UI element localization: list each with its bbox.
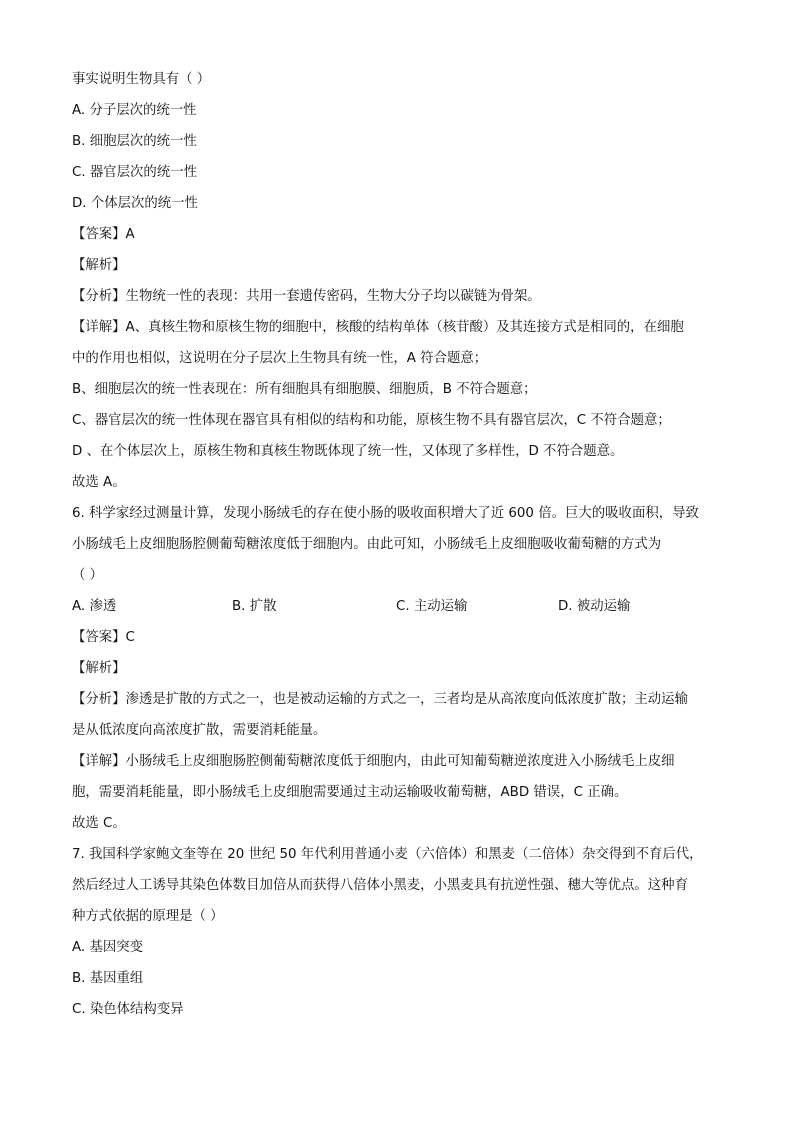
q6-analysis-heading: 【解析】 [72, 661, 126, 676]
q5-xiangjie-line-3: B、细胞层次的统一性表现在：所有细胞具有细胞膜、细胞质，B 不符合题意； [72, 382, 537, 397]
q6-option-a: A. 渗透 [72, 599, 117, 614]
q6-choice: 故选 C。 [72, 816, 126, 831]
q5-option-c: C. 器官层次的统一性 [72, 165, 197, 180]
q6-stem-line-2: 小肠绒毛上皮细胞肠腔侧葡萄糖浓度低于细胞内。由此可知，小肠绒毛上皮细胞吸收葡萄糖的方式为 [72, 537, 662, 552]
document-page [72, 64, 722, 1025]
q7-stem-line-2: 然后经过人工诱导其染色体数目加倍从而获得八倍体小黑麦，小黑麦具有抗逆性强、穗大等优点。这种育 [72, 878, 688, 893]
q5-answer: 【答案】A [72, 227, 135, 242]
q6-stem-line-3: （ ） [72, 568, 104, 583]
q7-option-c: C. 染色体结构变异 [72, 1002, 184, 1017]
q6-xiangjie-line-2: 胞，需要消耗能量，即小肠绒毛上皮细胞需要通过主动运输吸收葡萄糖，ABD 错误，C 正确。 [72, 785, 628, 800]
q5-option-d: D. 个体层次的统一性 [72, 196, 198, 211]
q5-xiangjie-line-2: 中的作用也相似，这说明在分子层次上生物具有统一性，A 符合题意； [72, 351, 488, 366]
q6-option-b: B. 扩散 [232, 599, 277, 614]
q5-analysis-heading: 【解析】 [72, 258, 126, 273]
q7-option-a: A. 基因突变 [72, 940, 143, 955]
q6-xiangjie-line-1: 【详解】小肠绒毛上皮细胞肠腔侧葡萄糖浓度低于细胞内，由此可知葡萄糖逆浓度进入小肠绒毛上皮细 [72, 754, 675, 769]
q6-fenxi-line-1: 【分析】渗透是扩散的方式之一，也是被动运输的方式之一，三者均是从高浓度向低浓度扩散；主动运输 [72, 692, 688, 707]
q6-answer: 【答案】C [72, 630, 135, 645]
q5-fenxi: 【分析】生物统一性的表现：共用一套遗传密码，生物大分子均以碳链为骨架。 [72, 289, 541, 304]
q7-stem-line-3: 种方式依据的原理是（ ） [72, 909, 224, 924]
q5-xiangjie-line-4: C、器官层次的统一性体现在器官具有相似的结构和功能，原核生物不具有器官层次，C 不符合题意； [72, 413, 671, 428]
q5-option-b: B. 细胞层次的统一性 [72, 134, 197, 149]
q7-stem-line-1: 7. 我国科学家鲍文奎等在 20 世纪 50 年代利用普通小麦（六倍体）和黑麦（二倍体）杂交得到不育后代， [72, 847, 703, 862]
q6-options-row [72, 591, 722, 622]
q5-stem: 事实说明生物具有（ ） [72, 72, 211, 87]
q7-option-b: B. 基因重组 [72, 971, 144, 986]
q5-xiangjie-line-5: D 、在个体层次上，原核生物和真核生物既体现了统一性，又体现了多样性，D 不符合题意。 [72, 444, 624, 459]
q6-option-d: D. 被动运输 [558, 599, 631, 614]
q5-choice: 故选 A。 [72, 475, 126, 490]
q5-xiangjie-line-1: 【详解】A、真核生物和原核生物的细胞中，核酸的结构单体（核苷酸）及其连接方式是相同的，在细胞 [72, 320, 684, 335]
q6-stem-line-1: 6. 科学家经过测量计算，发现小肠绒毛的存在使小肠的吸收面积增大了近 600 倍。巨大的吸收面积，导致 [72, 506, 699, 521]
q6-option-c: C. 主动运输 [396, 599, 468, 614]
q6-fenxi-line-2: 是从低浓度向高浓度扩散，需要消耗能量。 [72, 723, 327, 738]
q5-option-a: A. 分子层次的统一性 [72, 103, 197, 118]
